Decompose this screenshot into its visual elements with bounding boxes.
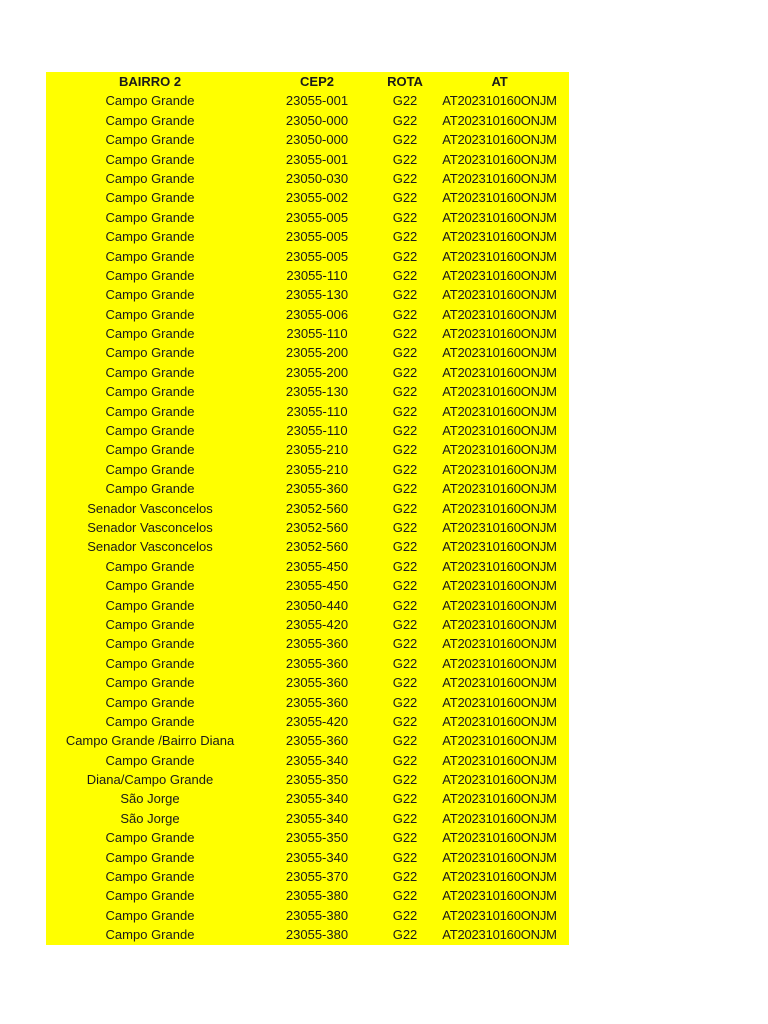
cell-at: AT202310160ONJM [442, 752, 557, 768]
cell-bairro: Campo Grande [105, 655, 195, 671]
table-row [46, 925, 569, 944]
cell-cep: 23052-560 [285, 519, 349, 535]
cell-bairro: Campo Grande [105, 287, 195, 303]
cell-rota: G22 [392, 423, 418, 439]
cell-rota: G22 [392, 481, 418, 497]
cell-rota: G22 [392, 869, 418, 885]
cell-at: AT202310160ONJM [442, 733, 557, 749]
cell-cep: 23055-001 [285, 151, 349, 167]
cell-at: AT202310160ONJM [442, 190, 557, 206]
cell-bairro: Campo Grande [105, 170, 195, 186]
table-row [46, 615, 569, 634]
cell-cep: 23055-380 [285, 927, 349, 943]
cell-rota: G22 [392, 500, 418, 516]
cell-at: AT202310160ONJM [442, 907, 557, 923]
table-row [46, 130, 569, 149]
header-rota: ROTA [387, 74, 423, 89]
cell-at: AT202310160ONJM [442, 597, 557, 613]
table-row [46, 169, 569, 188]
cell-cep: 23055-006 [285, 306, 349, 322]
cell-at: AT202310160ONJM [442, 287, 557, 303]
table-row [46, 421, 569, 440]
cell-bairro: Campo Grande [105, 578, 195, 594]
cell-bairro: Campo Grande [105, 869, 195, 885]
cell-cep: 23055-360 [285, 481, 349, 497]
cell-cep: 23050-000 [285, 112, 349, 128]
cell-at: AT202310160ONJM [442, 403, 557, 419]
cell-cep: 23055-002 [285, 190, 349, 206]
table-row [46, 654, 569, 673]
cell-rota: G22 [392, 675, 418, 691]
cell-cep: 23055-340 [285, 810, 349, 826]
cell-rota: G22 [392, 461, 418, 477]
cell-at: AT202310160ONJM [442, 326, 557, 342]
header-at: AT [491, 74, 508, 89]
cell-at: AT202310160ONJM [442, 384, 557, 400]
table-row [46, 343, 569, 362]
cell-rota: G22 [392, 578, 418, 594]
cell-bairro: Campo Grande [105, 675, 195, 691]
cell-cep: 23050-440 [285, 597, 349, 613]
cell-bairro: São Jorge [120, 791, 180, 807]
table-row [46, 518, 569, 537]
cell-at: AT202310160ONJM [442, 229, 557, 245]
cell-cep: 23055-420 [285, 616, 349, 632]
header-bairro: BAIRRO 2 [118, 74, 182, 89]
cell-bairro: Campo Grande [105, 229, 195, 245]
cell-rota: G22 [392, 888, 418, 904]
cell-rota: G22 [392, 267, 418, 283]
cell-bairro: Campo Grande [105, 907, 195, 923]
table-row [46, 208, 569, 227]
cell-rota: G22 [392, 403, 418, 419]
cell-rota: G22 [392, 209, 418, 225]
cell-at: AT202310160ONJM [442, 655, 557, 671]
cell-bairro: Campo Grande [105, 112, 195, 128]
cell-rota: G22 [392, 558, 418, 574]
cell-bairro: Diana/Campo Grande [86, 772, 214, 788]
cell-cep: 23055-005 [285, 248, 349, 264]
cell-rota: G22 [392, 442, 418, 458]
cell-at: AT202310160ONJM [442, 849, 557, 865]
cell-rota: G22 [392, 791, 418, 807]
table-row [46, 673, 569, 692]
cell-at: AT202310160ONJM [442, 772, 557, 788]
cell-at: AT202310160ONJM [442, 481, 557, 497]
cell-rota: G22 [392, 287, 418, 303]
cell-bairro: Campo Grande [105, 461, 195, 477]
table-row [46, 751, 569, 770]
cell-at: AT202310160ONJM [442, 132, 557, 148]
table-row [46, 906, 569, 925]
cell-rota: G22 [392, 810, 418, 826]
cell-bairro: Campo Grande [105, 132, 195, 148]
table-body [46, 91, 569, 944]
cell-bairro: Campo Grande [105, 326, 195, 342]
cell-rota: G22 [392, 907, 418, 923]
cell-bairro: Campo Grande [105, 597, 195, 613]
cell-bairro: Campo Grande [105, 267, 195, 283]
cell-cep: 23055-340 [285, 849, 349, 865]
table-row [46, 731, 569, 750]
cell-rota: G22 [392, 306, 418, 322]
cell-cep: 23055-360 [285, 655, 349, 671]
table-row [46, 247, 569, 266]
header-row [46, 72, 569, 91]
cell-bairro: Campo Grande [105, 209, 195, 225]
cell-cep: 23055-360 [285, 733, 349, 749]
cell-cep: 23055-350 [285, 830, 349, 846]
cell-rota: G22 [392, 636, 418, 652]
cell-at: AT202310160ONJM [442, 558, 557, 574]
cell-cep: 23055-200 [285, 345, 349, 361]
cell-bairro: Campo Grande [105, 558, 195, 574]
table-row [46, 150, 569, 169]
cell-cep: 23055-360 [285, 675, 349, 691]
table-row [46, 227, 569, 246]
cell-at: AT202310160ONJM [442, 830, 557, 846]
cell-at: AT202310160ONJM [442, 151, 557, 167]
cell-cep: 23055-200 [285, 364, 349, 380]
table-row [46, 499, 569, 518]
cell-cep: 23055-420 [285, 713, 349, 729]
cell-bairro: Campo Grande [105, 190, 195, 206]
cell-at: AT202310160ONJM [442, 248, 557, 264]
cell-at: AT202310160ONJM [442, 423, 557, 439]
cell-bairro: Campo Grande [105, 636, 195, 652]
cell-at: AT202310160ONJM [442, 209, 557, 225]
cell-cep: 23055-130 [285, 287, 349, 303]
cell-bairro: Senador Vasconcelos [87, 539, 213, 555]
cell-rota: G22 [392, 229, 418, 245]
cell-at: AT202310160ONJM [442, 364, 557, 380]
cell-at: AT202310160ONJM [442, 500, 557, 516]
cell-cep: 23052-560 [285, 500, 349, 516]
cell-cep: 23055-210 [285, 461, 349, 477]
cell-at: AT202310160ONJM [442, 869, 557, 885]
cell-cep: 23055-110 [286, 403, 348, 419]
cell-at: AT202310160ONJM [442, 927, 557, 943]
cell-bairro: São Jorge [120, 810, 180, 826]
cell-cep: 23050-000 [285, 132, 349, 148]
cell-rota: G22 [392, 364, 418, 380]
cell-cep: 23055-340 [285, 752, 349, 768]
cell-at: AT202310160ONJM [442, 539, 557, 555]
table-row [46, 285, 569, 304]
cell-rota: G22 [392, 655, 418, 671]
cell-cep: 23055-110 [286, 267, 348, 283]
cell-cep: 23055-450 [285, 578, 349, 594]
cell-at: AT202310160ONJM [442, 306, 557, 322]
cell-rota: G22 [392, 616, 418, 632]
table-row [46, 848, 569, 867]
cell-bairro: Campo Grande [105, 481, 195, 497]
table-row [46, 479, 569, 498]
cell-bairro: Senador Vasconcelos [87, 519, 213, 535]
table-row [46, 596, 569, 615]
cell-cep: 23055-360 [285, 636, 349, 652]
cell-bairro: Campo Grande [105, 345, 195, 361]
cell-cep: 23052-560 [285, 539, 349, 555]
table-row [46, 693, 569, 712]
cell-bairro: Campo Grande [105, 616, 195, 632]
cell-rota: G22 [392, 112, 418, 128]
cell-bairro: Campo Grande [105, 752, 195, 768]
cell-bairro: Campo Grande [105, 830, 195, 846]
cell-at: AT202310160ONJM [442, 810, 557, 826]
table-row [46, 402, 569, 421]
table-row [46, 305, 569, 324]
cell-cep: 23055-450 [285, 558, 349, 574]
cell-bairro: Campo Grande [105, 384, 195, 400]
cell-rota: G22 [392, 733, 418, 749]
table-row [46, 363, 569, 382]
cell-rota: G22 [392, 849, 418, 865]
table-row [46, 266, 569, 285]
cell-rota: G22 [392, 151, 418, 167]
cell-bairro: Campo Grande [105, 364, 195, 380]
cell-rota: G22 [392, 132, 418, 148]
cell-cep: 23055-360 [285, 694, 349, 710]
cell-bairro: Campo Grande [105, 306, 195, 322]
cell-bairro: Campo Grande [105, 694, 195, 710]
cell-rota: G22 [392, 539, 418, 555]
cell-rota: G22 [392, 345, 418, 361]
cell-cep: 23055-380 [285, 907, 349, 923]
cell-cep: 23055-210 [285, 442, 349, 458]
cell-cep: 23055-110 [286, 326, 348, 342]
cell-at: AT202310160ONJM [442, 694, 557, 710]
cell-bairro: Campo Grande [105, 248, 195, 264]
cell-cep: 23050-030 [285, 170, 349, 186]
cell-bairro: Campo Grande [105, 93, 195, 109]
cell-at: AT202310160ONJM [442, 519, 557, 535]
table-row [46, 712, 569, 731]
cell-rota: G22 [392, 752, 418, 768]
cell-cep: 23055-001 [285, 93, 349, 109]
cell-bairro: Campo Grande [105, 888, 195, 904]
table-row [46, 770, 569, 789]
cell-rota: G22 [392, 248, 418, 264]
cell-at: AT202310160ONJM [442, 461, 557, 477]
table-row [46, 634, 569, 653]
table-row [46, 537, 569, 556]
cell-bairro: Campo Grande [105, 849, 195, 865]
table-row [46, 828, 569, 847]
spreadsheet-table [46, 72, 569, 945]
cell-bairro: Campo Grande [105, 151, 195, 167]
table-row [46, 440, 569, 459]
cell-rota: G22 [392, 772, 418, 788]
cell-cep: 23055-005 [285, 229, 349, 245]
table-row [46, 557, 569, 576]
table-row [46, 111, 569, 130]
cell-cep: 23055-370 [285, 869, 349, 885]
cell-at: AT202310160ONJM [442, 93, 557, 109]
table-row [46, 460, 569, 479]
cell-at: AT202310160ONJM [442, 675, 557, 691]
table-row [46, 382, 569, 401]
cell-rota: G22 [392, 713, 418, 729]
cell-cep: 23055-350 [285, 772, 349, 788]
cell-cep: 23055-130 [285, 384, 349, 400]
cell-rota: G22 [392, 326, 418, 342]
cell-at: AT202310160ONJM [442, 888, 557, 904]
cell-rota: G22 [392, 384, 418, 400]
cell-rota: G22 [392, 190, 418, 206]
cell-at: AT202310160ONJM [442, 616, 557, 632]
cell-rota: G22 [392, 93, 418, 109]
cell-bairro: Campo Grande [105, 713, 195, 729]
cell-at: AT202310160ONJM [442, 170, 557, 186]
cell-cep: 23055-110 [286, 423, 348, 439]
table-row [46, 809, 569, 828]
cell-bairro: Senador Vasconcelos [87, 500, 213, 516]
cell-cep: 23055-380 [285, 888, 349, 904]
cell-cep: 23055-340 [285, 791, 349, 807]
cell-at: AT202310160ONJM [442, 267, 557, 283]
cell-bairro: Campo Grande [105, 403, 195, 419]
cell-at: AT202310160ONJM [442, 578, 557, 594]
table-row [46, 188, 569, 207]
table-row [46, 867, 569, 886]
cell-at: AT202310160ONJM [442, 713, 557, 729]
cell-rota: G22 [392, 170, 418, 186]
cell-at: AT202310160ONJM [442, 345, 557, 361]
cell-bairro: Campo Grande /Bairro Diana [65, 733, 235, 749]
cell-cep: 23055-005 [285, 209, 349, 225]
table-row [46, 91, 569, 110]
cell-bairro: Campo Grande [105, 927, 195, 943]
cell-at: AT202310160ONJM [442, 112, 557, 128]
cell-rota: G22 [392, 519, 418, 535]
cell-rota: G22 [392, 694, 418, 710]
table-row [46, 576, 569, 595]
table-row [46, 886, 569, 905]
cell-rota: G22 [392, 597, 418, 613]
cell-rota: G22 [392, 830, 418, 846]
cell-at: AT202310160ONJM [442, 791, 557, 807]
table-row [46, 324, 569, 343]
cell-at: AT202310160ONJM [442, 442, 557, 458]
header-cep: CEP2 [300, 74, 334, 89]
cell-at: AT202310160ONJM [442, 636, 557, 652]
cell-bairro: Campo Grande [105, 442, 195, 458]
cell-rota: G22 [392, 927, 418, 943]
table-row [46, 789, 569, 808]
cell-bairro: Campo Grande [105, 423, 195, 439]
